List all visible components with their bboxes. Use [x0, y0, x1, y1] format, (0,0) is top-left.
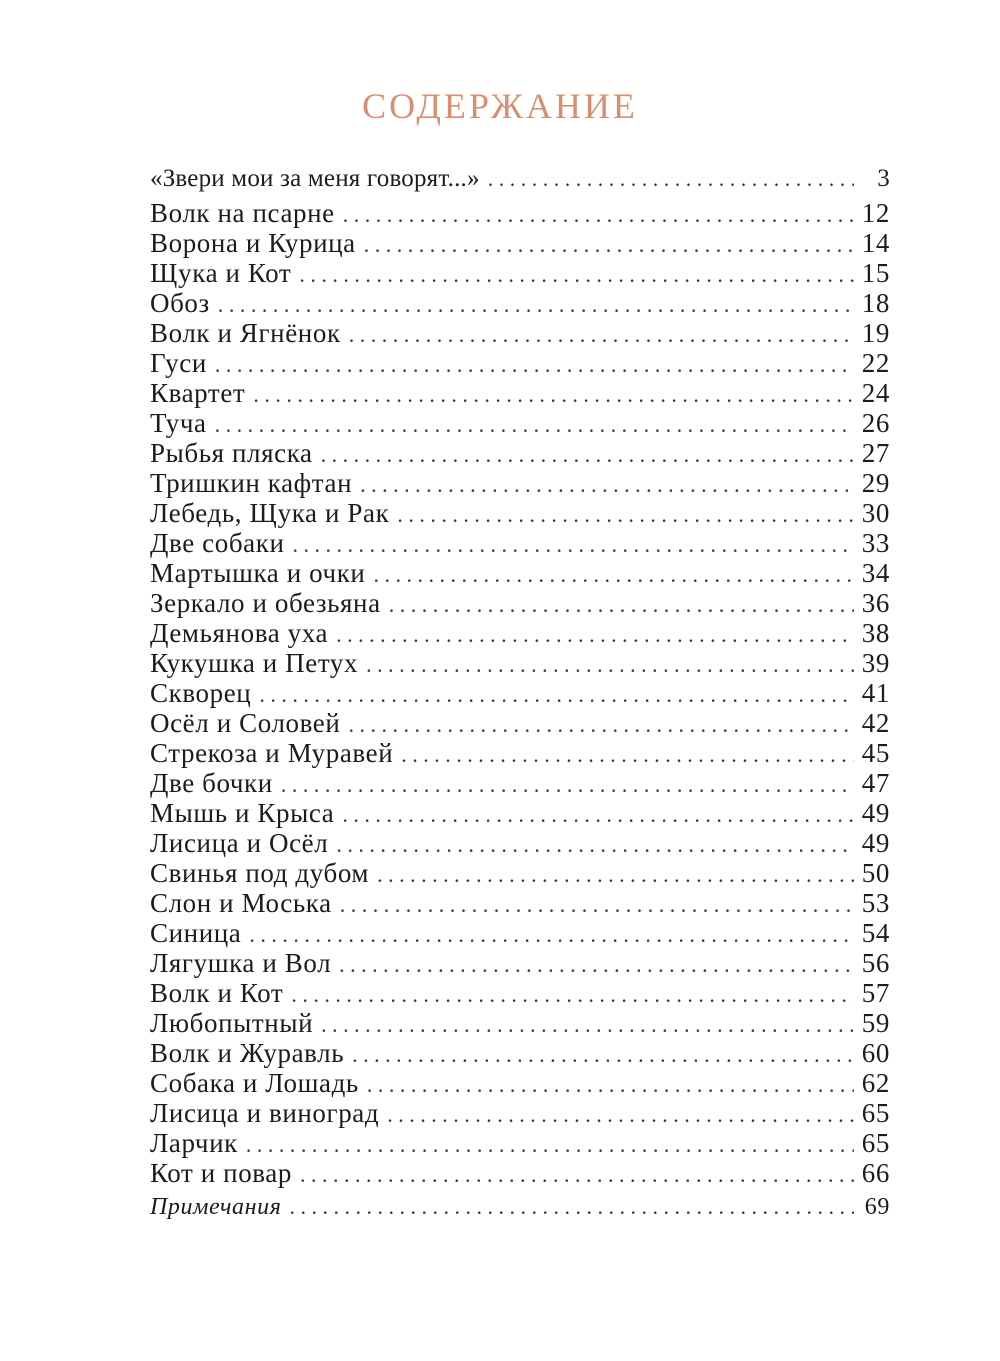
toc-entry[interactable] — [150, 768, 890, 798]
toc-entry-page: 49 — [861, 798, 890, 828]
dot-leader — [249, 920, 854, 950]
dot-leader — [373, 560, 854, 590]
toc-entry-notes[interactable] — [150, 1192, 890, 1222]
toc-entry[interactable] — [150, 258, 890, 288]
dot-leader — [215, 410, 854, 440]
toc-entry-page: 53 — [861, 888, 890, 918]
toc-entry-page: 14 — [861, 228, 890, 258]
toc-entry-title: Любопытный — [150, 1008, 314, 1038]
toc-entry-page: 54 — [861, 918, 890, 948]
toc-entry-page: 45 — [861, 738, 890, 768]
dot-leader — [253, 380, 854, 410]
toc-entry-title: Квартет — [150, 378, 246, 408]
toc-entry-title: Туча — [150, 408, 207, 438]
toc-entry[interactable] — [150, 318, 890, 348]
toc-entry-title: Волк на псарне — [150, 198, 335, 228]
toc-entry[interactable] — [150, 558, 890, 588]
toc-entry-page: 62 — [861, 1068, 890, 1098]
toc-entry-title: Слон и Моська — [150, 888, 332, 918]
dot-leader — [401, 740, 854, 770]
toc-entry-title: Демьянова уха — [150, 618, 329, 648]
dot-leader — [336, 620, 854, 650]
toc-entry-page: 33 — [861, 528, 890, 558]
toc-entry-page: 60 — [861, 1038, 890, 1068]
toc-entry[interactable] — [150, 828, 890, 858]
toc-entry-title: Гуси — [150, 348, 207, 378]
toc-entry-page: 30 — [861, 498, 890, 528]
toc-entry-page: 26 — [861, 408, 890, 438]
dot-leader — [339, 950, 854, 980]
toc-entry-page: 27 — [861, 438, 890, 468]
toc-entry-title: Обоз — [150, 288, 210, 318]
toc-entry-page: 15 — [861, 258, 890, 288]
dot-leader — [293, 530, 854, 560]
dot-leader — [377, 860, 854, 890]
toc-entry[interactable] — [150, 918, 890, 948]
toc-entry[interactable] — [150, 678, 890, 708]
toc-entry[interactable] — [150, 1158, 890, 1188]
toc-entry-page: 24 — [861, 378, 890, 408]
toc-entry-page: 57 — [861, 978, 890, 1008]
dot-leader — [321, 440, 854, 470]
toc-entry[interactable] — [150, 1038, 890, 1068]
toc-entry-title: Ворона и Курица — [150, 228, 356, 258]
toc-entry[interactable] — [150, 1008, 890, 1038]
toc-entry-intro[interactable] — [150, 160, 890, 198]
dot-leader — [488, 160, 854, 198]
toc-entry-title: Лисица и виноград — [150, 1098, 380, 1128]
toc-entry-page: 19 — [861, 318, 890, 348]
toc-entry-title: Щука и Кот — [150, 258, 292, 288]
toc-entry-title: Собака и Лошадь — [150, 1068, 359, 1098]
dot-leader — [259, 680, 854, 710]
toc-entry[interactable] — [150, 708, 890, 738]
toc-entry-title: Лебедь, Щука и Рак — [150, 498, 390, 528]
toc-entry[interactable] — [150, 978, 890, 1008]
toc-entry-title: Волк и Кот — [150, 978, 284, 1008]
toc-entry[interactable] — [150, 858, 890, 888]
dot-leader — [367, 1070, 854, 1100]
dot-leader — [215, 350, 854, 380]
toc-entry-title: «Звери мои за меня говорят...» — [150, 165, 480, 192]
toc-entry[interactable] — [150, 528, 890, 558]
toc-entry-page: 69 — [864, 1194, 890, 1220]
dot-leader — [389, 590, 854, 620]
toc-entry-title: Синица — [150, 918, 242, 948]
toc-entry-title: Осёл и Соловей — [150, 708, 341, 738]
dot-leader — [343, 200, 854, 230]
toc-entry[interactable] — [150, 1128, 890, 1158]
toc-entry-list — [150, 198, 890, 1188]
toc-entry-page: 36 — [861, 588, 890, 618]
toc-entry[interactable] — [150, 1098, 890, 1128]
dot-leader — [300, 1160, 854, 1190]
toc-entry-page: 18 — [861, 288, 890, 318]
toc-entry[interactable] — [150, 618, 890, 648]
dot-leader — [291, 980, 854, 1010]
toc-entry[interactable] — [150, 798, 890, 828]
toc-entry[interactable] — [150, 228, 890, 258]
toc-entry-page: 65 — [861, 1098, 890, 1128]
toc-entry-page: 39 — [861, 648, 890, 678]
toc-entry-title: Тришкин кафтан — [150, 468, 353, 498]
toc-entry[interactable] — [150, 438, 890, 468]
toc-entry[interactable] — [150, 198, 890, 228]
toc-entry-title: Лисица и Осёл — [150, 828, 329, 858]
toc-entry-page: 22 — [861, 348, 890, 378]
toc-entry-page: 59 — [861, 1008, 890, 1038]
toc-entry-page: 49 — [861, 828, 890, 858]
dot-leader — [348, 710, 854, 740]
dot-leader — [299, 260, 854, 290]
toc-entry[interactable] — [150, 1068, 890, 1098]
toc-entry-title: Зеркало и обезьяна — [150, 588, 381, 618]
toc-entry[interactable] — [150, 738, 890, 768]
toc-entry-page: 34 — [861, 558, 890, 588]
toc-entry-title: Скворец — [150, 678, 252, 708]
toc-entry[interactable] — [150, 888, 890, 918]
toc-entry[interactable] — [150, 378, 890, 408]
dot-leader — [387, 1100, 854, 1130]
toc-entry[interactable] — [150, 468, 890, 498]
dot-leader — [246, 1130, 854, 1160]
toc-entry-page: 50 — [861, 858, 890, 888]
dot-leader — [366, 650, 854, 680]
dot-leader — [336, 830, 854, 860]
toc-entry-page: 66 — [861, 1158, 890, 1188]
toc-entry-title: Свинья под дубом — [150, 858, 370, 888]
dot-leader — [340, 890, 854, 920]
toc-entry-title: Волк и Ягнёнок — [150, 318, 341, 348]
toc-entry-page: 12 — [861, 198, 890, 228]
toc-entry-title: Лягушка и Вол — [150, 948, 332, 978]
toc-entry[interactable] — [150, 288, 890, 318]
dot-leader — [218, 290, 854, 320]
toc-entry[interactable] — [150, 948, 890, 978]
toc-entry-title: Ларчик — [150, 1128, 238, 1158]
toc-entry-page: 3 — [877, 165, 890, 192]
toc-entry-title: Мышь и Крыса — [150, 798, 335, 828]
toc-entry-page: 41 — [861, 678, 890, 708]
toc-entry[interactable] — [150, 498, 890, 528]
dot-leader — [352, 1040, 854, 1070]
toc-entry-page: 65 — [861, 1128, 890, 1158]
toc-entry-page: 47 — [861, 768, 890, 798]
toc-entry[interactable] — [150, 588, 890, 618]
dot-leader — [349, 320, 854, 350]
toc-entry-title: Две собаки — [150, 528, 285, 558]
toc-entry-page: 38 — [861, 618, 890, 648]
dot-leader — [342, 800, 854, 830]
toc-entry[interactable] — [150, 348, 890, 378]
toc-entry-title: Кот и повар — [150, 1158, 292, 1188]
page-title: СОДЕРЖАНИЕ — [362, 86, 638, 126]
toc-entry[interactable] — [150, 408, 890, 438]
dot-leader — [364, 230, 854, 260]
toc-entry-title: Кукушка и Петух — [150, 648, 359, 678]
toc-entry[interactable] — [150, 648, 890, 678]
dot-leader — [360, 470, 854, 500]
toc-entry-page: 56 — [861, 948, 890, 978]
dot-leader — [321, 1010, 854, 1040]
toc-entry-title: Мартышка и очки — [150, 558, 366, 588]
toc-entry-title: Волк и Журавль — [150, 1038, 345, 1068]
dot-leader — [281, 770, 854, 800]
toc-entry-title: Стрекоза и Муравей — [150, 738, 394, 768]
toc-entry-title: Примечания — [150, 1194, 282, 1220]
toc-entry-page: 29 — [861, 468, 890, 498]
toc-entry-title: Рыбья пляска — [150, 438, 313, 468]
table-of-contents — [150, 160, 890, 1222]
toc-entry-page: 42 — [861, 708, 890, 738]
dot-leader — [290, 1192, 855, 1222]
dot-leader — [397, 500, 854, 530]
toc-entry-title: Две бочки — [150, 768, 273, 798]
